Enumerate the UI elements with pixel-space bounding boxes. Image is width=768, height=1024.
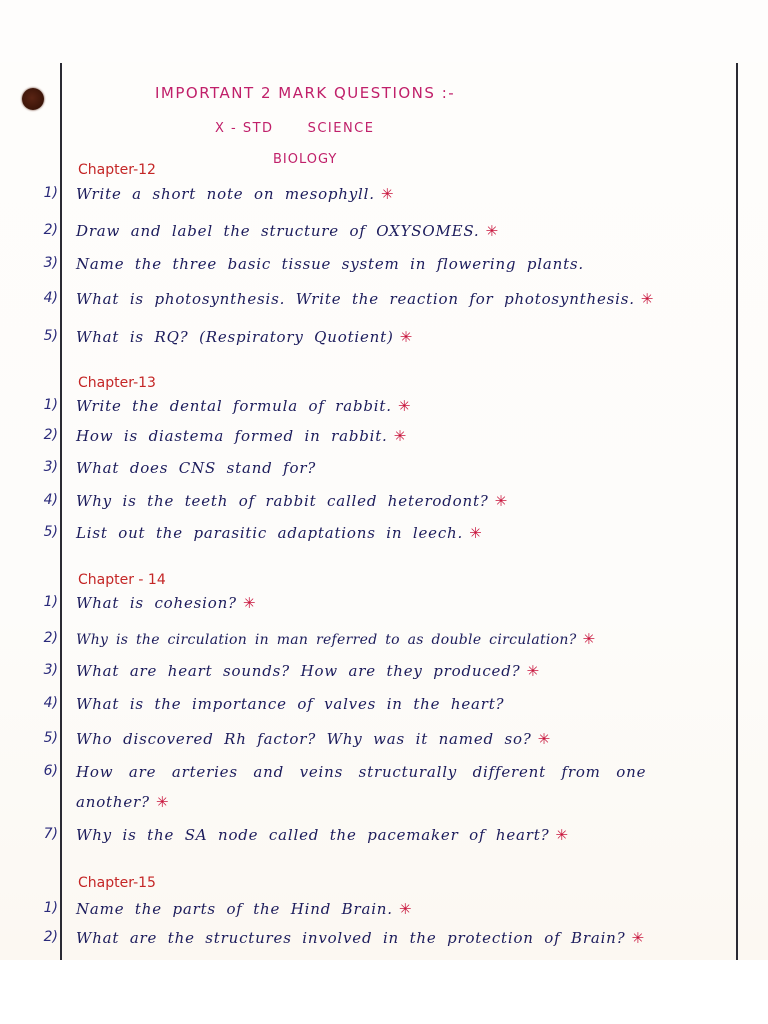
- question-number: 6): [43, 763, 58, 779]
- question-item: [0, 185, 768, 213]
- subject-area-label: SCIENCE: [307, 121, 375, 136]
- question-item: [0, 662, 768, 690]
- question-text: Draw and label the structure of OXYSOMES. ✳: [76, 222, 499, 240]
- question-text: How are arteries and veins structurally different from one: [76, 763, 647, 781]
- important-star-icon: ✳: [398, 900, 413, 918]
- question-number: 3): [43, 255, 58, 271]
- chapter-heading-13: Chapter-13: [78, 375, 156, 391]
- question-number: 5): [43, 524, 58, 540]
- page-title: IMPORTANT 2 MARK QUESTIONS :-: [155, 84, 456, 102]
- question-number: 4): [43, 290, 58, 306]
- question-number: 5): [43, 730, 58, 746]
- question-number: 2): [43, 630, 58, 646]
- question-number: 3): [43, 662, 58, 678]
- question-text: What does CNS stand for?: [76, 459, 317, 477]
- question-item: [0, 900, 768, 928]
- important-star-icon: ✳: [485, 222, 499, 240]
- question-text: What are heart sounds? How are they produced? ✳: [76, 662, 540, 680]
- question-item: [0, 929, 768, 957]
- class-label: X - STD: [215, 121, 274, 136]
- question-item: [0, 397, 768, 425]
- important-star-icon: ✳: [242, 594, 257, 612]
- chapter-heading-14: Chapter - 14: [78, 572, 166, 588]
- question-number: 4): [43, 492, 58, 508]
- question-number: 1): [43, 900, 58, 916]
- subject-heading: BIOLOGY: [273, 152, 338, 167]
- question-text: What is the importance of valves in the heart?: [76, 695, 505, 713]
- question-item: [0, 492, 768, 520]
- question-number: 1): [43, 185, 58, 201]
- important-star-icon: ✳: [537, 730, 552, 748]
- class-subject-line: [215, 121, 374, 136]
- question-item: [0, 255, 768, 283]
- question-text-continuation: another? ✳: [76, 793, 170, 811]
- question-text: Why is the teeth of rabbit called heterodont? ✳: [76, 492, 508, 510]
- important-star-icon: ✳: [397, 397, 412, 415]
- question-text: Name the parts of the Hind Brain. ✳: [76, 900, 413, 918]
- question-text: Why is the SA node called the pacemaker of heart? ✳: [76, 826, 569, 844]
- question-number: 2): [43, 929, 58, 945]
- question-text: What is RQ? (Respiratory Quotient) ✳: [76, 328, 413, 346]
- important-star-icon: ✳: [399, 328, 413, 346]
- punch-hole-icon: [22, 88, 44, 110]
- question-number: 2): [43, 427, 58, 443]
- important-star-icon: ✳: [494, 492, 508, 510]
- question-text: Name the three basic tissue system in flowering plants.: [76, 255, 584, 273]
- question-text: Why is the circulation in man referred to as double circulation? ✳: [76, 630, 596, 648]
- question-item: [0, 524, 768, 552]
- important-star-icon: ✳: [155, 793, 170, 811]
- question-item: [0, 328, 768, 356]
- question-text: List out the parasitic adaptations in leech. ✳: [76, 524, 483, 542]
- chapter-heading-12: Chapter-12: [78, 162, 156, 178]
- chapter-heading-15: Chapter-15: [78, 875, 156, 891]
- question-item: [0, 427, 768, 455]
- question-item: [0, 695, 768, 723]
- question-text: Write a short note on mesophyll. ✳: [76, 185, 395, 203]
- question-number: 3): [43, 459, 58, 475]
- question-item: [0, 459, 768, 487]
- important-star-icon: ✳: [640, 290, 655, 308]
- question-item: [0, 594, 768, 622]
- question-item: [0, 630, 768, 658]
- question-number: 1): [43, 594, 58, 610]
- question-item: [0, 222, 768, 250]
- question-number: 1): [43, 397, 58, 413]
- question-text: What is cohesion? ✳: [76, 594, 257, 612]
- question-number: 2): [43, 222, 58, 238]
- question-number: 4): [43, 695, 58, 711]
- question-number: 5): [43, 328, 58, 344]
- important-star-icon: ✳: [555, 826, 569, 844]
- question-number: 7): [43, 826, 58, 842]
- blank-bottom-area: [0, 960, 768, 1024]
- important-star-icon: ✳: [393, 427, 407, 445]
- question-text: How is diastema formed in rabbit. ✳: [76, 427, 407, 445]
- question-item: [0, 763, 768, 811]
- question-text: What are the structures involved in the protection of Brain? ✳: [76, 929, 645, 947]
- question-text: Write the dental formula of rabbit. ✳: [76, 397, 412, 415]
- question-text: What is photosynthesis. Write the reaction for photosynthesis. ✳: [76, 290, 655, 308]
- important-star-icon: ✳: [380, 185, 395, 203]
- important-star-icon: ✳: [526, 662, 540, 680]
- important-star-icon: ✳: [582, 630, 596, 648]
- important-star-icon: ✳: [469, 524, 483, 542]
- question-item: [0, 290, 768, 318]
- important-star-icon: ✳: [631, 929, 645, 947]
- question-item: [0, 826, 768, 854]
- question-text: Who discovered Rh factor? Why was it named so? ✳: [76, 730, 552, 748]
- question-item: [0, 730, 768, 758]
